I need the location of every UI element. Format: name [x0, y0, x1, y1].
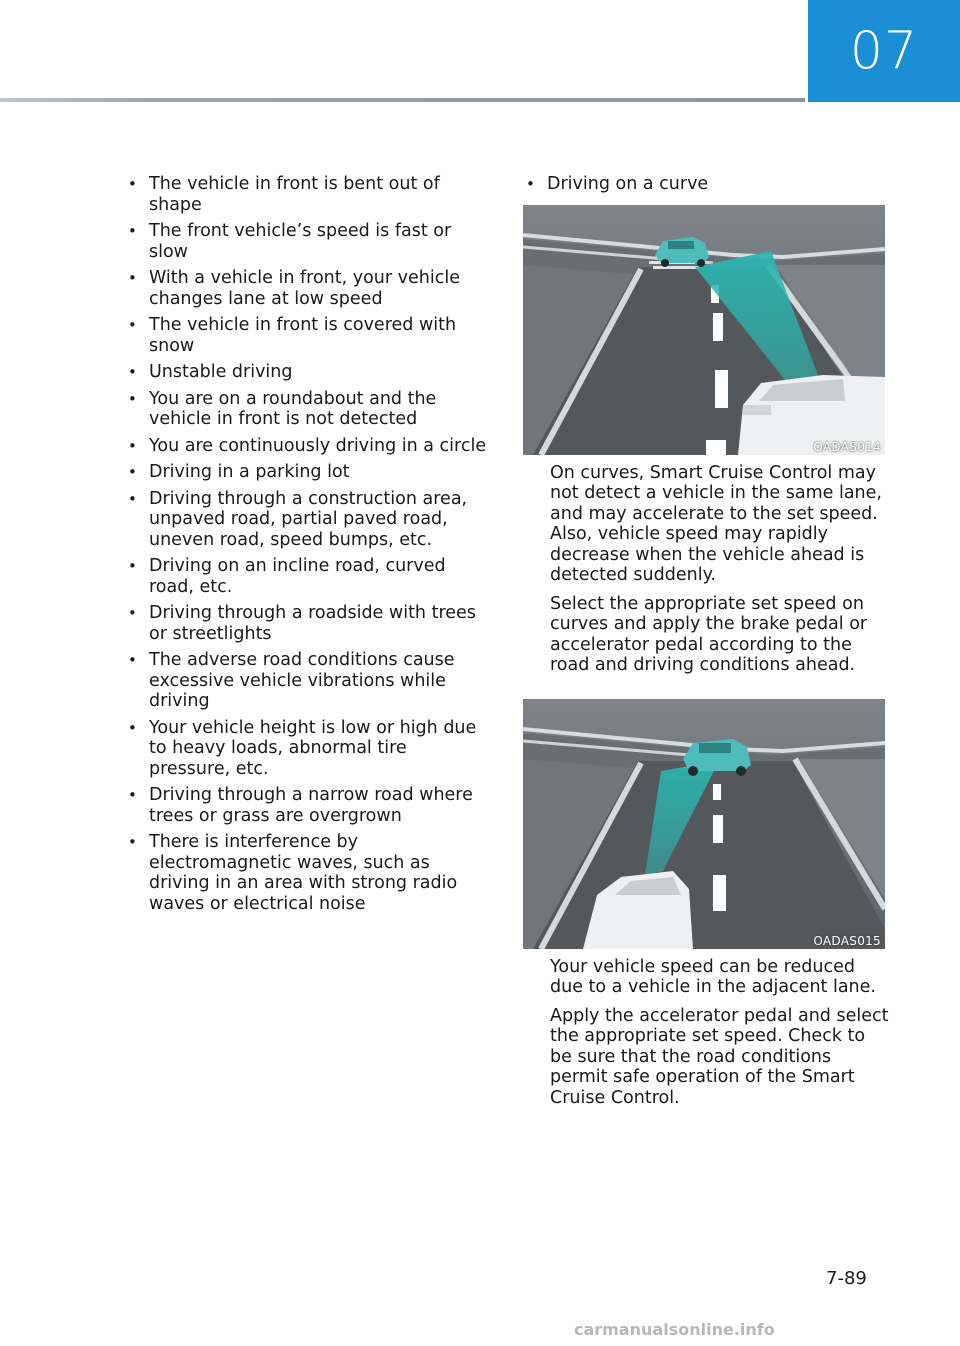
header-rule: [0, 98, 805, 102]
bullet-icon: •: [128, 363, 137, 381]
figure-code: OADAS014: [813, 439, 881, 454]
list-item: • You are continuously driving in a circle: [128, 435, 487, 456]
list-item: • Your vehicle height is low or high due to heavy loads, abnormal tire pressure, etc.: [128, 717, 477, 779]
bullet-icon: •: [128, 786, 137, 804]
bullet-icon: •: [128, 316, 137, 334]
bullet-icon: •: [128, 604, 137, 622]
bullet-icon: •: [128, 718, 137, 737]
adjacent-lane-road-image: [523, 699, 885, 949]
bullet-icon: •: [128, 175, 137, 193]
list-item: • The adverse road conditions cause excessive vehicle vibrations while driving: [128, 650, 455, 711]
page-number: 7-89: [826, 1268, 867, 1289]
bullet-icon: •: [128, 833, 137, 851]
list-item: • Driving on a curve: [526, 174, 709, 194]
left-bullet-list: [112, 174, 492, 914]
figure2-paragraph-1: Your vehicle speed can be reduced due to a vehicle in the adjacent lane.: [550, 956, 876, 997]
curve-illustration-2: [523, 699, 885, 949]
bullet-icon: •: [128, 463, 137, 481]
front-vehicle: [655, 237, 709, 267]
bullet-icon: •: [128, 389, 137, 408]
list-item: • Driving through a roadside with trees or streetlights: [128, 603, 476, 644]
list-item: • Driving through a construction area, unpaved road, partial paved road, uneven road, speed bumps, etc.: [128, 488, 468, 550]
bullet-icon: •: [128, 557, 137, 575]
right-column: [510, 174, 890, 1108]
figure1-paragraph-1: On curves, Smart Cruise Control may not detect a vehicle in the same lane, and may accelerate to the set speed. Also, vehicle speed may rapidly decrease when the vehicle ahead is detected suddenly.: [550, 462, 882, 585]
curve-illustration-1: [523, 205, 885, 455]
bullet-icon: •: [128, 436, 137, 455]
curve-road-image: [523, 205, 885, 455]
bullet-icon: •: [128, 222, 137, 240]
bullet-icon: •: [128, 651, 137, 669]
list-item: • The vehicle in front is bent out of shape: [128, 174, 440, 215]
list-item: • With a vehicle in front, your vehicle changes lane at low speed: [128, 268, 460, 309]
figure-code: OADAS015: [813, 933, 881, 948]
left-column: [112, 174, 492, 920]
list-item: • The vehicle in front is covered with snow: [128, 315, 457, 356]
list-item: • You are on a roundabout and the vehicle in front is not detected: [128, 388, 437, 429]
list-item: • Unstable driving: [128, 362, 293, 382]
list-item: • Driving in a parking lot: [128, 462, 350, 482]
watermark: carmanualsonline.info: [574, 1320, 775, 1339]
bullet-icon: •: [128, 489, 137, 508]
chapter-tab: 07: [808, 0, 960, 102]
list-item: • The front vehicle’s speed is fast or slow: [128, 221, 452, 262]
bullet-icon: •: [128, 269, 137, 287]
right-bullet-list: [510, 174, 890, 195]
list-item: • There is interference by electromagnetic waves, such as driving in an area with strong radio waves or electrical noise: [128, 832, 458, 914]
figure1-paragraph-2: Select the appropriate set speed on curves and apply the brake pedal or accelerator pedal according to the road and driving conditions ahead.: [550, 593, 868, 675]
bullet-icon: •: [526, 175, 535, 193]
list-item: • Driving on an incline road, curved road, etc.: [128, 556, 446, 597]
adjacent-vehicle: [683, 739, 751, 776]
figure2-paragraph-2: Apply the accelerator pedal and select the appropriate set speed. Check to be sure that the road conditions permit safe operation of the Smart Cruise Control.: [550, 1005, 889, 1108]
list-item: • Driving through a narrow road where trees or grass are overgrown: [128, 785, 473, 826]
